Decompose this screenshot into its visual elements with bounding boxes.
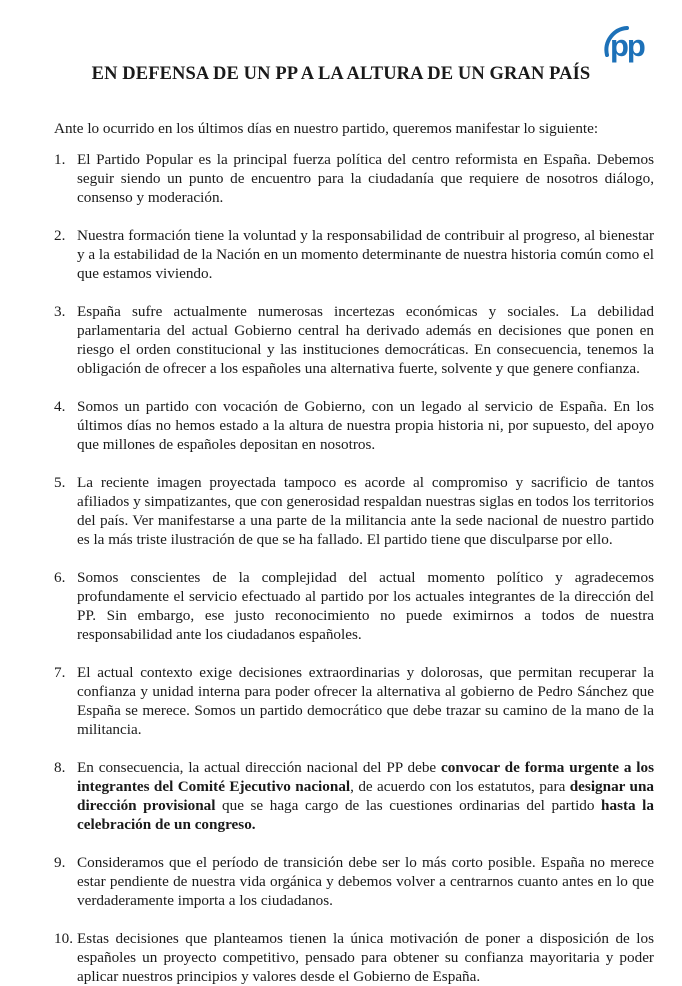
- list-item: [54, 568, 654, 644]
- item-text: [77, 758, 654, 834]
- list-item: [54, 473, 654, 549]
- list-item: [54, 397, 654, 454]
- item-number: 4.: [54, 398, 66, 415]
- item-text: La reciente imagen proyectada tampoco es acorde al compromiso y sacrificio de tantos afiliados y simpatizantes, que con generosidad respaldan nuestras siglas en todos los territorios del país. Ver manifestarse a una parte de la militancia ante la sede nacional de nuestro partido es la más triste ilustración de que se ha fallado. El partido tiene que disculparse por ello.: [77, 474, 654, 548]
- list-item: [54, 663, 654, 739]
- item-text: El actual contexto exige decisiones extraordinarias y dolorosas, que permitan recuperar la confianza y unidad interna para poder ofrecer la alternativa al gobierno de Pedro Sánchez que España se merece. Somos un partido democrático que debe trazar su camino de la mano de la militancia.: [77, 664, 654, 738]
- list-item: [54, 929, 654, 986]
- item-number: 9.: [54, 854, 66, 871]
- item-text: Somos un partido con vocación de Gobierno, con un legado al servicio de España. En los últimos días no hemos estado a la altura de nuestra propia historia ni, por supuesto, del apoyo que millones de españoles depositan en nosotros.: [77, 398, 654, 453]
- item-number: 6.: [54, 569, 66, 586]
- item-number: 5.: [54, 474, 66, 491]
- item-text-segment: , de acuerdo con los estatutos, para: [350, 778, 570, 795]
- logo-text: pp: [610, 28, 644, 63]
- item-number: 8.: [54, 759, 66, 776]
- list-item: [54, 150, 654, 207]
- pp-logo: [597, 22, 655, 66]
- pp-logo-icon: [597, 22, 655, 66]
- list-item: [54, 758, 654, 834]
- item-text: España sufre actualmente numerosas incertezas económicas y sociales. La debilidad parlamentaria del actual Gobierno central ha derivado además en decisiones que ponen en riesgo el orden constitucional y las instituciones democráticas. En consecuencia, tenemos la obligación de ofrecer a los españoles una alternativa fuerte, solvente y que genere confianza.: [77, 303, 654, 377]
- intro-paragraph: Ante lo ocurrido en los últimos días en nuestro partido, queremos manifestar lo siguiente:: [54, 120, 599, 137]
- list-item: [54, 853, 654, 910]
- item-text: Consideramos que el período de transición debe ser lo más corto posible. España no merece estar pendiente de nuestra vida orgánica y debemos volver a centrarnos cuanto antes en lo que verdaderamente importa a los ciudadanos.: [77, 854, 654, 909]
- item-number: 1.: [54, 151, 66, 168]
- list-item: [54, 226, 654, 283]
- item-text: Estas decisiones que planteamos tienen la única motivación de poner a disposición de los españoles un proyecto competitivo, pensado para obtener su confianza mayoritaria y poder aplicar nuestros principios y valores desde el Gobierno de España.: [77, 930, 654, 985]
- item-number: 10.: [54, 930, 73, 947]
- item-text-bold: hasta la celebración de un congreso.: [77, 797, 654, 833]
- item-number: 3.: [54, 303, 66, 320]
- item-number: 7.: [54, 664, 66, 681]
- item-text-segment: En consecuencia, la actual dirección nacional del PP debe: [77, 759, 442, 776]
- item-text-segment: que se haga cargo de las cuestiones ordinarias del partido: [215, 797, 602, 814]
- item-text-bold: designar una dirección provisional: [77, 778, 655, 814]
- item-text-bold: convocar de forma urgente a los integrantes del Comité Ejecutivo nacional: [77, 759, 654, 795]
- item-text: Somos conscientes de la complejidad del actual momento político y agradecemos profundamente el servicio efectuado al partido por los actuales integrantes de la dirección del PP. Sin embargo, ese justo reconocimiento no puede eximirnos a todos de nuestra responsabilidad ante los ciudadanos españoles.: [77, 569, 654, 643]
- list-item: [54, 302, 654, 378]
- item-number: 2.: [54, 227, 66, 244]
- item-text: El Partido Popular es la principal fuerza política del centro reformista en España. Debemos seguir siendo un punto de encuentro para la ciudadanía que requiere de nosotros diálogo, consenso y moderación.: [77, 151, 654, 206]
- item-text: Nuestra formación tiene la voluntad y la responsabilidad de contribuir al progreso, al bienestar y a la estabilidad de la Nación en un momento determinante de nuestra historia común como el que estamos viviendo.: [77, 227, 654, 282]
- document-title: EN DEFENSA DE UN PP A LA ALTURA DE UN GRAN PAÍS: [91, 64, 591, 84]
- declaration-list: [54, 150, 654, 986]
